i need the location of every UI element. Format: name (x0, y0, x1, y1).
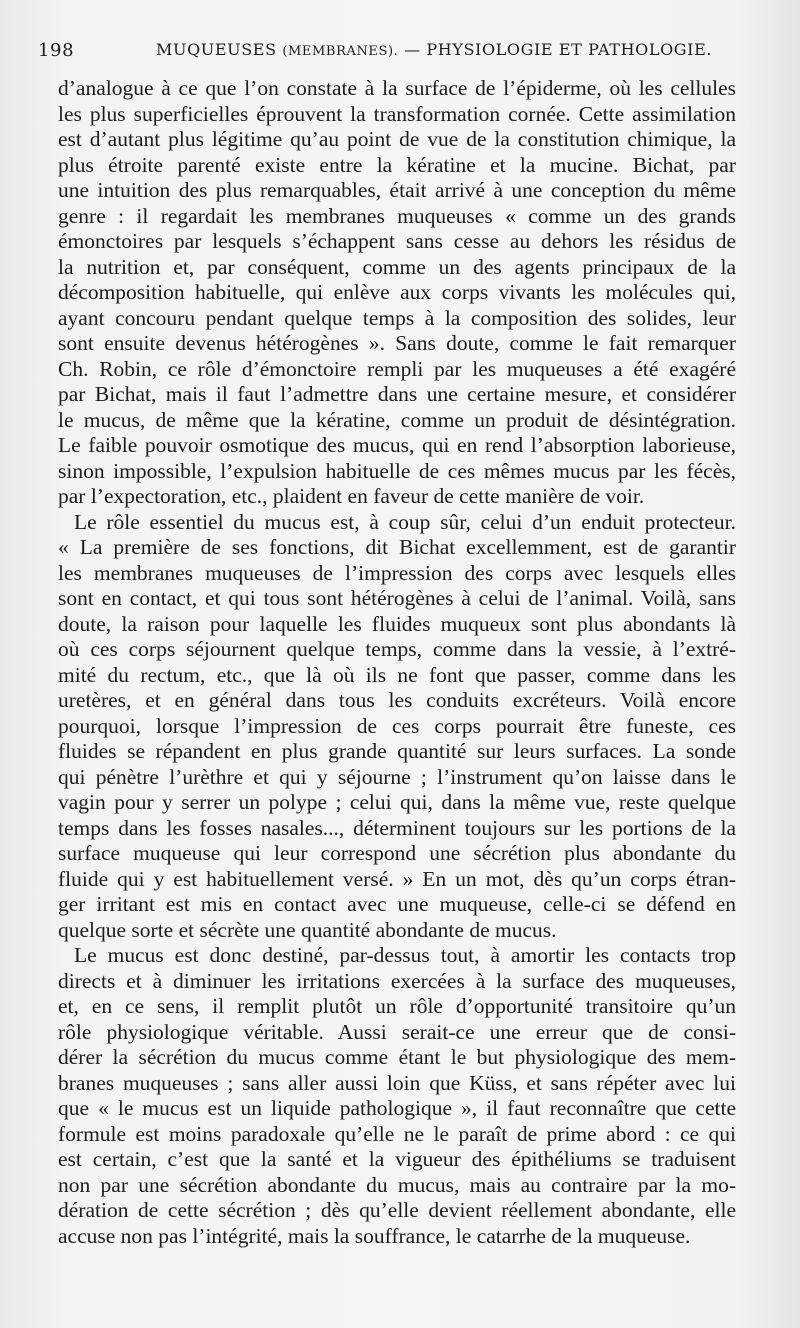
running-head (38, 40, 778, 70)
text-line: plus étroite parenté existe entre la kératine et la mucine. Bichat, par (58, 152, 736, 177)
text-line: surface muqueuse qui leur correspond une sécrétion plus abondante du (58, 841, 736, 865)
text-line: non par une sécrétion abondante du mucus, mais au contraire par la mo- (58, 1172, 736, 1197)
text-line: quelque sorte et sécrète une quantité abondante de mucus. (58, 917, 557, 942)
text-line: rôle physiologique véritable. Aussi serait-ce une erreur que de consi- (58, 1019, 736, 1044)
text-line: sinon impossible, l’expulsion habituelle de ces mêmes mucus par les fécès, (58, 458, 736, 483)
paragraph-start-line: Le rôle essentiel du mucus est, à coup sûr, celui d’un enduit protecteur. (74, 509, 736, 534)
text-line: Ch. Robin, ce rôle d’émonctoire rempli par les muqueuses a été exagéré (58, 356, 736, 381)
text-line: décomposition habituelle, qui enlève aux corps vivants les molécules qui, (58, 280, 736, 304)
text-line: que « le mucus est un liquide pathologique », il faut reconnaître que cette (58, 1096, 736, 1120)
text-line: directs et à diminuer les irritations exercées à la surface des muqueuses, (58, 968, 736, 993)
text-line: est d’autant plus légitime qu’au point de vue de la constitution chimique, la (58, 127, 736, 151)
text-line: Le faible pouvoir osmotique des mucus, qui en rend l’absorption laborieuse, (58, 433, 736, 457)
body-text (58, 76, 736, 1249)
page-number: 198 (38, 40, 75, 61)
text-line: est certain, c’est que la santé et la vigueur des épithéliums se traduisent (58, 1147, 736, 1171)
text-line: pourquoi, lorsque l’impression de ces corps pourrait être funeste, ces (58, 713, 736, 738)
text-line: fluide qui y est habituellement versé. » En un mot, dès qu’un corps étran- (58, 866, 736, 891)
text-line: ger irritant est mis en contact avec une muqueuse, celle-ci se défend en (58, 892, 736, 916)
running-title-rest: — PHYSIOLOGIE ET PATHOLOGIE. (404, 40, 713, 59)
text-line: émonctoires par lesquels s’échappent sans cesse au dehors les résidus de (58, 229, 736, 253)
text-line: les plus superficielles éprouvent la transformation cornée. Cette assimilation (58, 101, 736, 126)
text-line: la nutrition et, par conséquent, comme un des agents principaux de la (58, 254, 736, 279)
text-line: le mucus, de même que la kératine, comme un produit de désintégration. (58, 407, 736, 432)
text-line: fluides se répandent en plus grande quantité sur leurs surfaces. La sonde (58, 739, 736, 763)
text-line: par Bichat, mais il faut l’admettre dans une certaine mesure, et considérer (58, 382, 736, 406)
text-line: sont ensuite devenus hétérogènes ». Sans doute, comme le fait remarquer (58, 331, 736, 355)
text-line: les membranes muqueuses de l’impression des corps avec lesquels elles (58, 560, 736, 585)
text-line: une intuition des plus remarquables, était arrivé à une conception du même (58, 178, 736, 202)
text-line: où ces corps séjournent quelque temps, comme dans la vessie, à l’extré- (58, 637, 736, 661)
text-line: ayant concouru pendant quelque temps à la composition des solides, leur (58, 305, 736, 330)
text-line: doute, la raison pour laquelle les fluides muqueux sont plus abondants là (58, 611, 736, 636)
running-title-main: MUQUEUSES (156, 40, 277, 59)
paragraph-start-line: Le mucus est donc destiné, par-dessus tout, à amortir les contacts trop (74, 943, 736, 967)
text-line: « La première de ses fonctions, dit Bichat excellemment, est de garantir (58, 535, 736, 559)
text-line: par l’expectoration, etc., plaident en faveur de cette manière de voir. (58, 484, 645, 508)
text-line: accuse non pas l’intégrité, mais la souffrance, le catarrhe de la muqueuse. (58, 1223, 691, 1248)
text-line: dérer la sécrétion du mucus comme étant le but physiologique des mem- (58, 1045, 736, 1069)
text-line: temps dans les fosses nasales..., déterminent toujours sur les portions de la (58, 815, 736, 840)
text-line: uretères, et en général dans tous les conduits excréteurs. Voilà encore (58, 688, 736, 712)
text-line: dération de cette sécrétion ; dès qu’elle devient réellement abondante, elle (58, 1198, 736, 1222)
text-line: branes muqueuses ; sans aller aussi loin que Küss, et sans répéter avec lui (58, 1070, 736, 1095)
text-line: genre : il regardait les membranes muqueuses « comme un des grands (58, 203, 736, 228)
running-title-sub: (MEMBRANES). (282, 44, 399, 59)
text-line: formule est moins paradoxale qu’elle ne le paraît de prime abord : ce qui (58, 1121, 736, 1146)
running-title (156, 40, 712, 59)
text-line: vagin pour y serrer un polype ; celui qui, dans la même vue, reste quelque (58, 790, 736, 814)
text-line: et, en ce sens, il remplit plutôt un rôle d’opportunité transitoire qu’un (58, 994, 736, 1018)
text-line: d’analogue à ce que l’on constate à la surface de l’épiderme, où les cellules (58, 76, 736, 100)
text-line: qui pénètre l’urèthre et qui y séjourne ; l’instrument qu’on laisse dans le (58, 764, 736, 789)
text-line: mité du rectum, etc., que là où ils ne font que passer, comme dans les (58, 662, 736, 687)
text-line: sont en contact, et qui tous sont hétérogènes à celui de l’animal. Voilà, sans (58, 586, 736, 610)
